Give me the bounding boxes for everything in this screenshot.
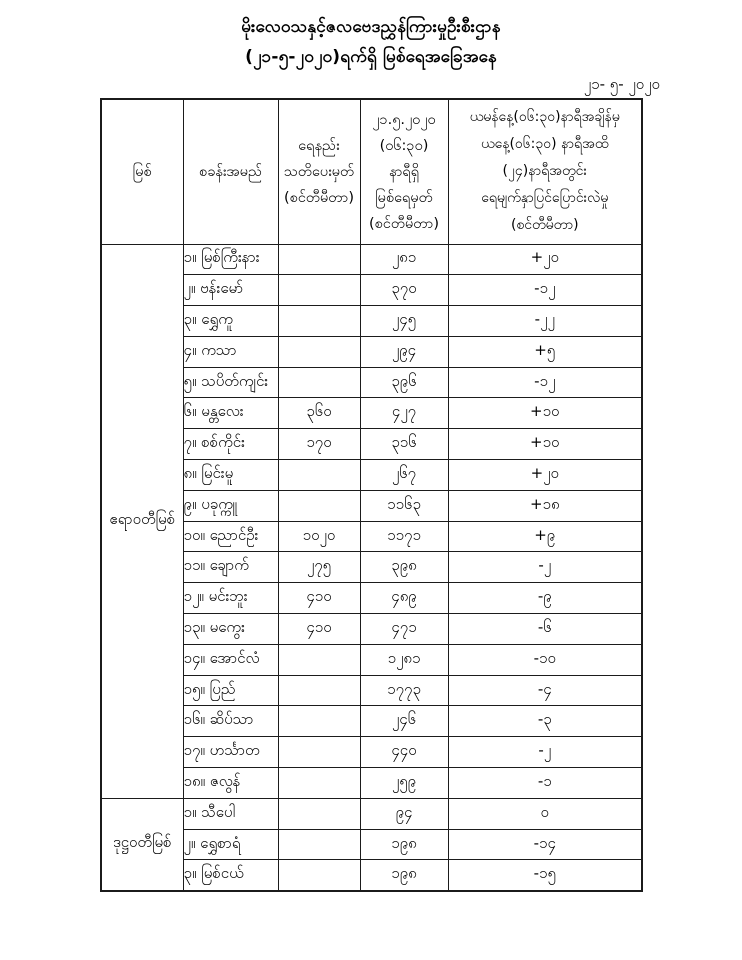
header-row [101, 99, 642, 244]
station-row [101, 490, 642, 521]
warning-level-cell: ၄၁၀ [278, 614, 360, 645]
warning-level-cell [278, 367, 360, 398]
station-name-cell: ၂။ ဗန်းမော် [183, 275, 278, 306]
warning-level-cell [278, 829, 360, 860]
change-24h-cell: +၁၈ [448, 490, 642, 521]
change-24h-cell: +၁၀ [448, 398, 642, 429]
station-name-cell: ၁၆။ ဆိပ်သာ [183, 706, 278, 737]
station-row [101, 429, 642, 460]
warning-level-cell [278, 336, 360, 367]
table-body [101, 244, 642, 891]
warning-level-cell [278, 306, 360, 337]
station-row [101, 275, 642, 306]
station-name-cell: ၄။ ကသာ [183, 336, 278, 367]
header-warning-line-3: (စင်တီမီတာ) [284, 189, 354, 206]
water-level-cell: ၁၉၈ [360, 829, 448, 860]
change-24h-cell: -၃ [448, 706, 642, 737]
station-name-cell: ၁၃။ မကွေး [183, 614, 278, 645]
water-level-cell: ၁၇၇၃ [360, 675, 448, 706]
station-name-cell: ၁၂။ မင်းဘူး [183, 583, 278, 614]
header-warning-line-1: ရေနည်း [298, 137, 340, 154]
station-name-cell: ၈။ မြင်းမူ [183, 460, 278, 491]
header-level-line-3: နာရီရှိ [388, 163, 420, 180]
header-change-line-5: (စင်တီမီတာ) [510, 217, 579, 234]
warning-level-cell: ၃၆၀ [278, 398, 360, 429]
warning-level-cell [278, 275, 360, 306]
report-date: ၂၁- ၅- ၂၀၂၀ [583, 75, 660, 93]
change-24h-cell: -၁၄ [448, 829, 642, 860]
water-level-cell: ၄၈၉ [360, 583, 448, 614]
header-warning-line-2: သတိပေးမှတ် [283, 163, 355, 180]
water-level-cell: ၄၄၀ [360, 737, 448, 768]
water-level-cell: ၂၆၇ [360, 460, 448, 491]
change-24h-cell: +၅ [448, 336, 642, 367]
change-24h-cell: -၂ [448, 552, 642, 583]
station-row [101, 614, 642, 645]
warning-level-cell: ၄၁၀ [278, 583, 360, 614]
warning-level-cell [278, 737, 360, 768]
water-level-cell: ၁၂၈၁ [360, 644, 448, 675]
header-change-line-1: ယမန်နေ့(၀၆:၃၀)နာရီအချိန်မှ [469, 109, 620, 126]
change-24h-cell: -၁ [448, 768, 642, 799]
header-change-line-2: ယနေ့(၀၆:၃၀) နာရီအထိ [481, 136, 609, 153]
station-row [101, 336, 642, 367]
change-24h-cell: -၁၅ [448, 860, 642, 891]
header-water-level [360, 99, 448, 244]
station-name-cell: ၃။ ရွှေကူ [183, 306, 278, 337]
station-row [101, 706, 642, 737]
warning-level-cell [278, 490, 360, 521]
station-row [101, 768, 642, 799]
water-level-cell: ၃၉၈ [360, 552, 448, 583]
change-24h-cell: -၂၂ [448, 306, 642, 337]
header-level-line-1: ၂၁.၅.၂၀၂၀ [372, 111, 436, 128]
station-row [101, 644, 642, 675]
warning-level-cell [278, 706, 360, 737]
station-name-cell: ၅။ သပိတ်ကျင်း [183, 367, 278, 398]
water-level-cell: ၁၁၆၃ [360, 490, 448, 521]
station-name-cell: ၃။ မြစ်ငယ် [183, 860, 278, 891]
water-level-cell: ၂၉၄ [360, 336, 448, 367]
change-24h-cell: -၁၂ [448, 367, 642, 398]
warning-level-cell [278, 768, 360, 799]
header-river [101, 99, 183, 244]
warning-level-cell: ၁၇၀ [278, 429, 360, 460]
station-row [101, 244, 642, 275]
header-low-water-warning [278, 99, 360, 244]
river-name-cell: ဒုဋ္ဌဝတီမြစ် [101, 798, 183, 890]
station-name-cell: ၁။ မြစ်ကြီးနား [183, 244, 278, 275]
water-level-cell: ၂၅၉ [360, 768, 448, 799]
station-row [101, 398, 642, 429]
header-change-line-4: ရေမျက်နှာပြင်ပြောင်းလဲမှု [481, 190, 609, 207]
change-24h-cell: +၉ [448, 521, 642, 552]
water-level-cell: ၃၇၀ [360, 275, 448, 306]
warning-level-cell: ၂၇၅ [278, 552, 360, 583]
station-row [101, 798, 642, 829]
station-row [101, 552, 642, 583]
water-level-cell: ၄၂၇ [360, 398, 448, 429]
station-name-cell: ၁၅။ ပြည် [183, 675, 278, 706]
station-row [101, 306, 642, 337]
change-24h-cell: +၁၀ [448, 429, 642, 460]
water-level-cell: ၂၄၅ [360, 306, 448, 337]
header-24h-change [448, 99, 642, 244]
station-row [101, 860, 642, 891]
header-river-label: မြစ် [132, 163, 152, 180]
warning-level-cell [278, 460, 360, 491]
water-level-cell: ၂၈၁ [360, 244, 448, 275]
water-level-table [100, 98, 643, 892]
change-24h-cell: ၀ [448, 798, 642, 829]
report-title-block [0, 0, 742, 72]
change-24h-cell: +၂၀ [448, 244, 642, 275]
station-name-cell: ၁၀။ ညောင်ဦး [183, 521, 278, 552]
header-level-line-5: (စင်တီမီတာ) [369, 215, 439, 232]
report-subtitle: (၂၁-၅-၂၀၂၀)ရက်ရှိ မြစ်ရေအခြေအနေ [245, 47, 497, 67]
station-name-cell: ၁၈။ ဇလွန် [183, 768, 278, 799]
table-header [101, 99, 642, 244]
station-name-cell: ၉။ ပခုက္ကူ [183, 490, 278, 521]
station-row [101, 737, 642, 768]
station-name-cell: ၁၁။ ချောက် [183, 552, 278, 583]
department-title: မိုးလေဝသနှင့်ဇလဗေဒညွှန်ကြားမှုဦးစီးဌာန [241, 17, 501, 37]
warning-level-cell: ၁၀၂၀ [278, 521, 360, 552]
water-level-cell: ၃၉၆ [360, 367, 448, 398]
change-24h-cell: +၂၀ [448, 460, 642, 491]
station-row [101, 367, 642, 398]
water-level-cell: ၁၁၇၁ [360, 521, 448, 552]
station-name-cell: ၆။ မန္တလေး [183, 398, 278, 429]
header-level-line-2: (၀၆:၃၀) [379, 137, 429, 154]
station-name-cell: ၂။ ရွှေစာရံ [183, 829, 278, 860]
warning-level-cell [278, 798, 360, 829]
header-station-name [183, 99, 278, 244]
header-change-line-3: (၂၄)နာရီအတွင်း [502, 163, 588, 180]
water-level-cell: ၁၉၈ [360, 860, 448, 891]
water-level-cell: ၄၇၁ [360, 614, 448, 645]
station-row [101, 829, 642, 860]
warning-level-cell [278, 860, 360, 891]
water-level-cell: ၃၁၆ [360, 429, 448, 460]
river-name-cell: ဧရာဝတီမြစ် [101, 244, 183, 798]
header-level-line-4: မြစ်ရေမှတ် [375, 189, 433, 206]
header-station-label: စခန်းအမည် [198, 163, 263, 180]
water-level-cell: ၉၄ [360, 798, 448, 829]
change-24h-cell: -၁၀ [448, 644, 642, 675]
water-level-cell: ၂၄၆ [360, 706, 448, 737]
station-name-cell: ၁။ သီပေါ [183, 798, 278, 829]
station-name-cell: ၁၇။ ဟင်္သာတ [183, 737, 278, 768]
station-row [101, 521, 642, 552]
station-row [101, 460, 642, 491]
warning-level-cell [278, 644, 360, 675]
warning-level-cell [278, 244, 360, 275]
warning-level-cell [278, 675, 360, 706]
change-24h-cell: -၉ [448, 583, 642, 614]
station-row [101, 675, 642, 706]
station-row [101, 583, 642, 614]
change-24h-cell: -၆ [448, 614, 642, 645]
station-name-cell: ၁၄။ အောင်လံ [183, 644, 278, 675]
change-24h-cell: -၄ [448, 675, 642, 706]
change-24h-cell: -၁၂ [448, 275, 642, 306]
station-name-cell: ၇။ စစ်ကိုင်း [183, 429, 278, 460]
change-24h-cell: -၂ [448, 737, 642, 768]
